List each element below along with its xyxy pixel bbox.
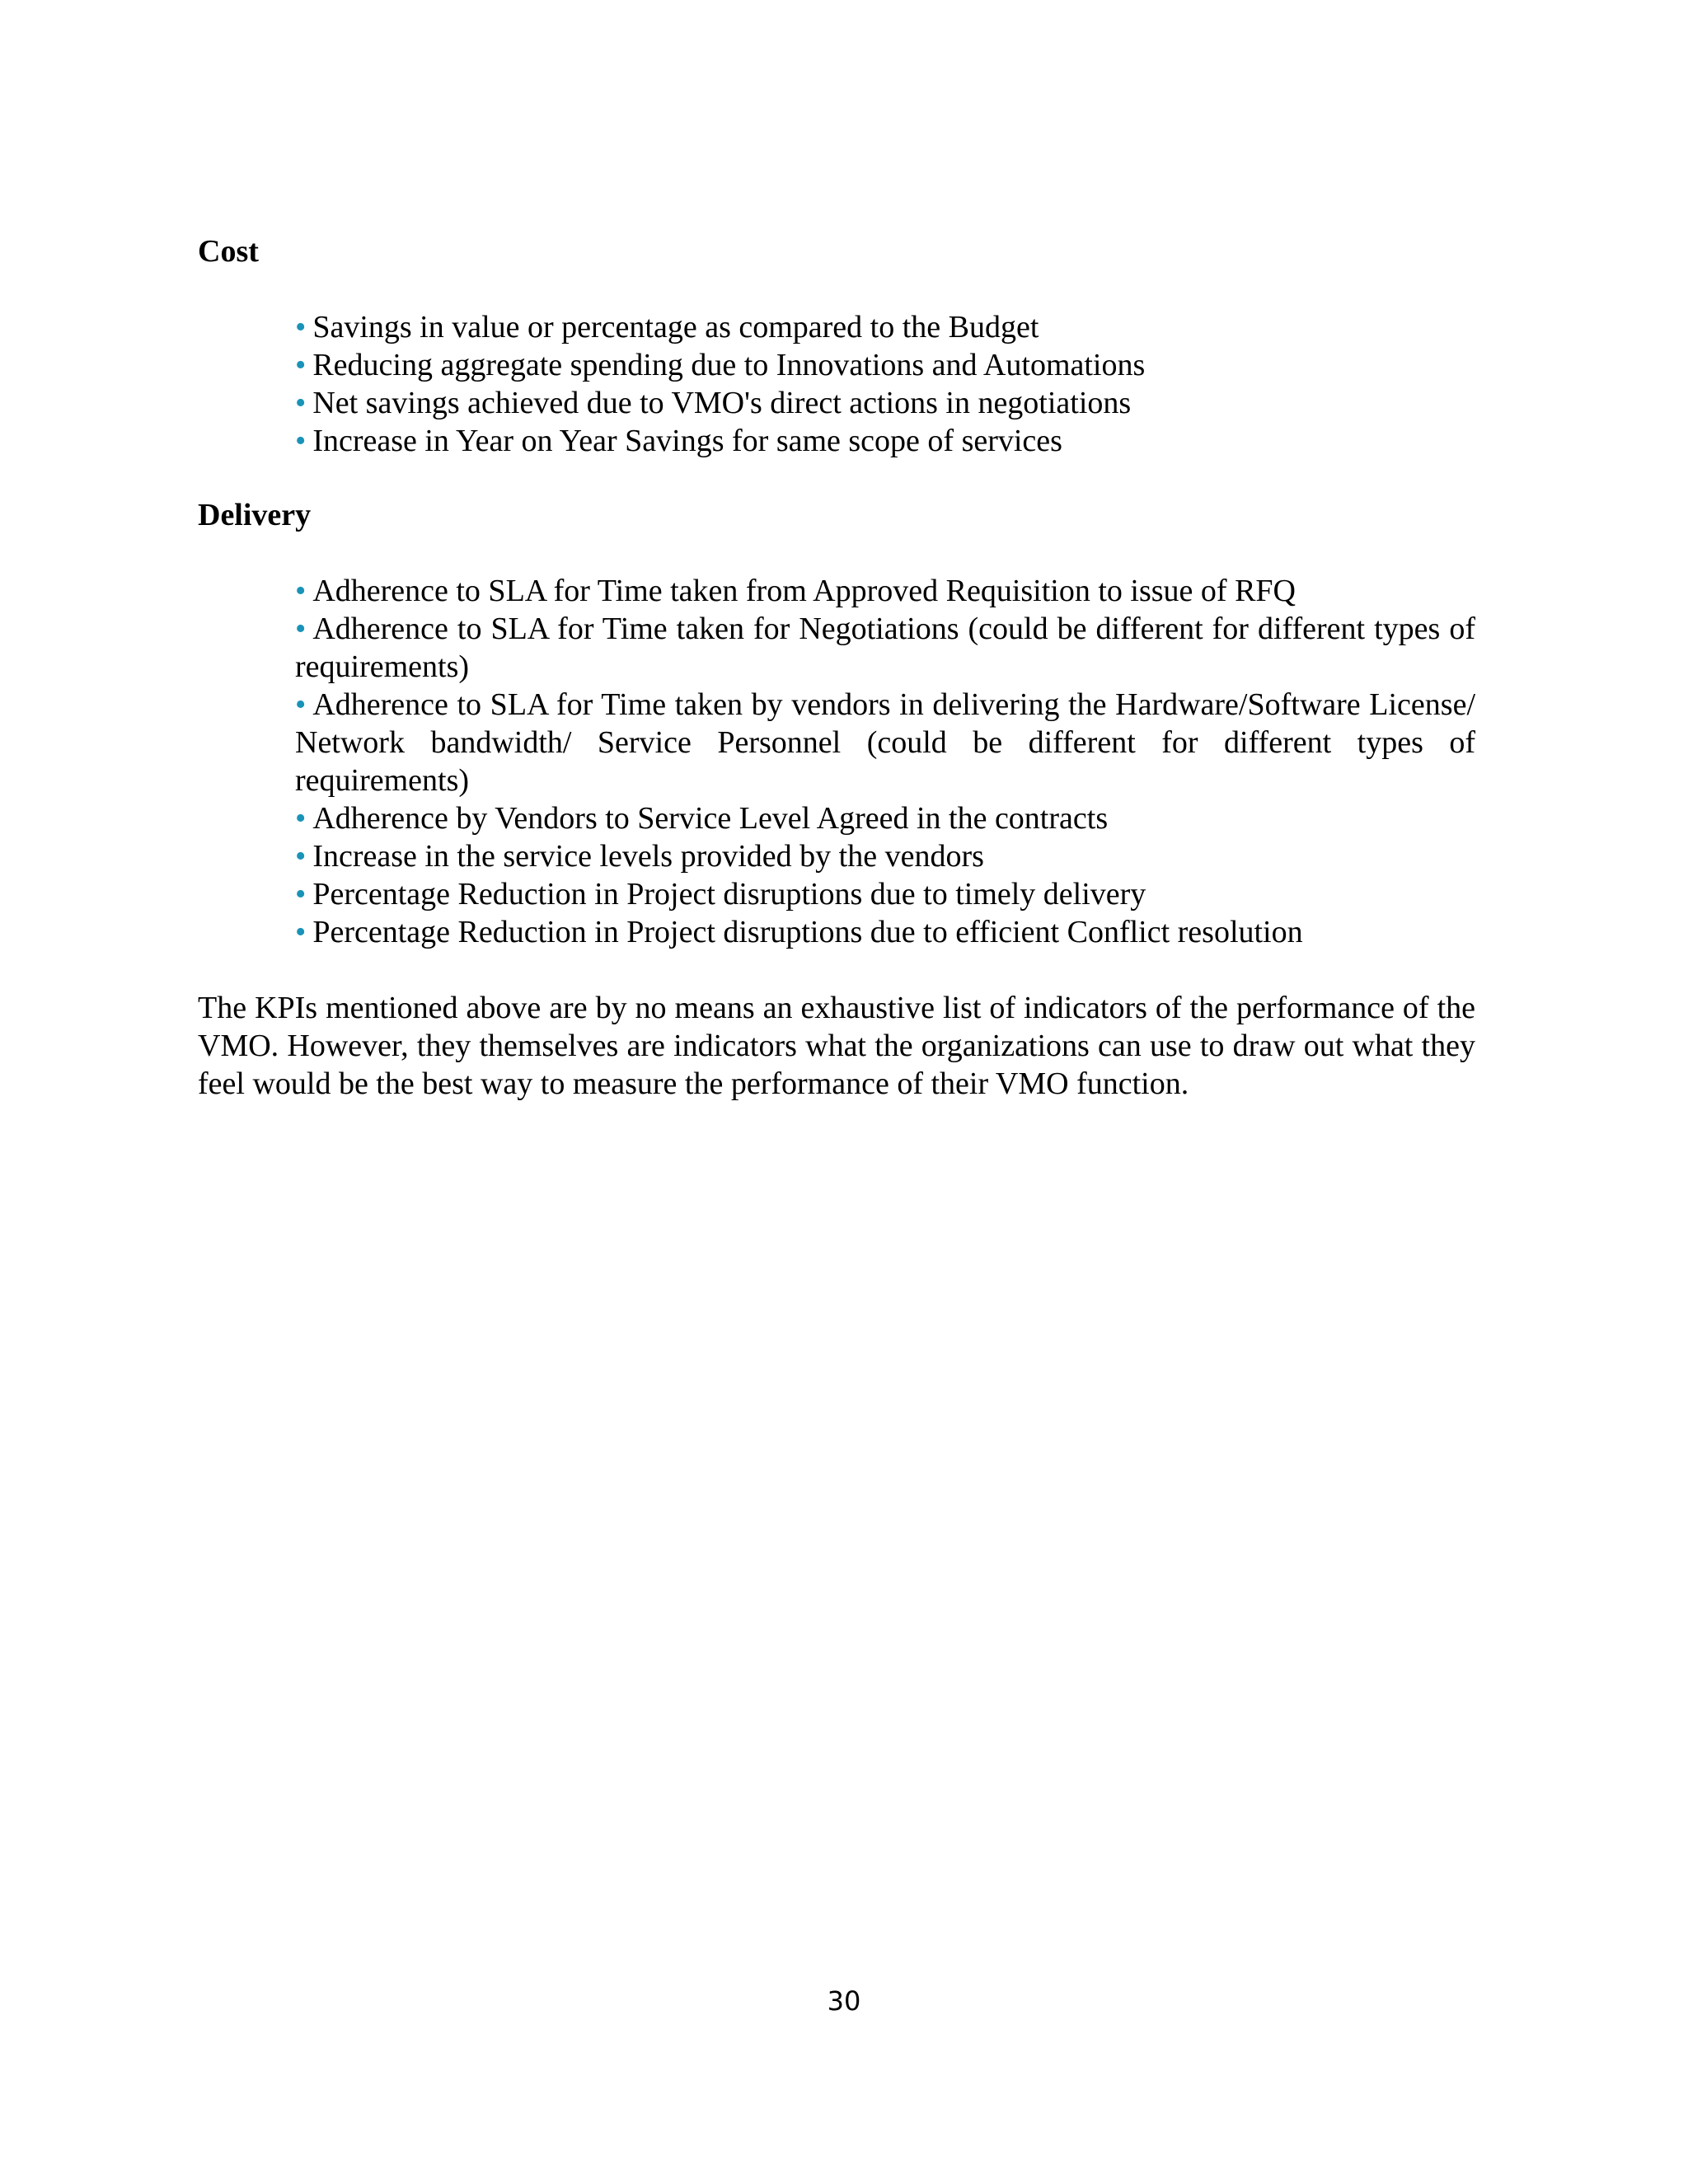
list-item-text: Net savings achieved due to VMO's direct actions in negotiations (312, 386, 1132, 420)
bullet-icon: • (295, 915, 307, 949)
list-item (295, 572, 1475, 610)
list-item-text: Increase in the service levels provided by the vendors (312, 839, 984, 874)
bullet-icon: • (295, 687, 307, 722)
bullet-icon: • (295, 386, 307, 420)
list-item-text: Adherence to SLA for Time taken for Negotiations (could be different for different types of requirements) (295, 612, 1475, 684)
bullet-icon: • (295, 612, 307, 646)
list-item (295, 384, 1475, 422)
section-heading-cost: Cost (198, 234, 259, 269)
list-item (295, 610, 1475, 686)
list-item (295, 308, 1475, 346)
list-item (295, 799, 1475, 837)
bullet-icon: • (295, 839, 307, 874)
bullet-icon: • (295, 424, 307, 458)
list-item-text: Savings in value or percentage as compared to the Budget (312, 310, 1039, 344)
list-item-text: Percentage Reduction in Project disruptions due to timely delivery (312, 877, 1146, 912)
bullet-icon: • (295, 310, 307, 344)
list-item-text: Increase in Year on Year Savings for same scope of services (312, 424, 1062, 458)
page-number: 30 (827, 1985, 861, 2017)
list-item-text: Percentage Reduction in Project disruptions due to efficient Conflict resolution (312, 915, 1303, 949)
bullet-icon: • (295, 801, 307, 836)
closing-paragraph: The KPIs mentioned above are by no means an exhaustive list of indicators of the performance of the VMO. However, they themselves are indicators what the organizations can use to draw out what they feel would be the best way to measure the performance of their VMO function. (198, 991, 1475, 1101)
list-item (295, 422, 1475, 460)
list-item (295, 837, 1475, 875)
list-item-text: Adherence to SLA for Time taken by vendors in delivering the Hardware/Software License/ Network bandwidth/ Service Personnel (could be different for different types of requirements) (295, 687, 1475, 798)
bullet-icon: • (295, 348, 307, 382)
list-item (295, 875, 1475, 913)
section-heading-delivery: Delivery (198, 498, 312, 532)
delivery-list (295, 572, 1475, 951)
list-item (295, 686, 1475, 799)
list-item-text: Adherence to SLA for Time taken from Approved Requisition to issue of RFQ (312, 574, 1296, 608)
bullet-icon: • (295, 574, 307, 608)
cost-list (295, 308, 1475, 460)
list-item (295, 913, 1475, 951)
bullet-icon: • (295, 877, 307, 912)
list-item-text: Adherence by Vendors to Service Level Agreed in the contracts (312, 801, 1109, 836)
list-item (295, 346, 1475, 384)
list-item-text: Reducing aggregate spending due to Innovations and Automations (312, 348, 1146, 382)
